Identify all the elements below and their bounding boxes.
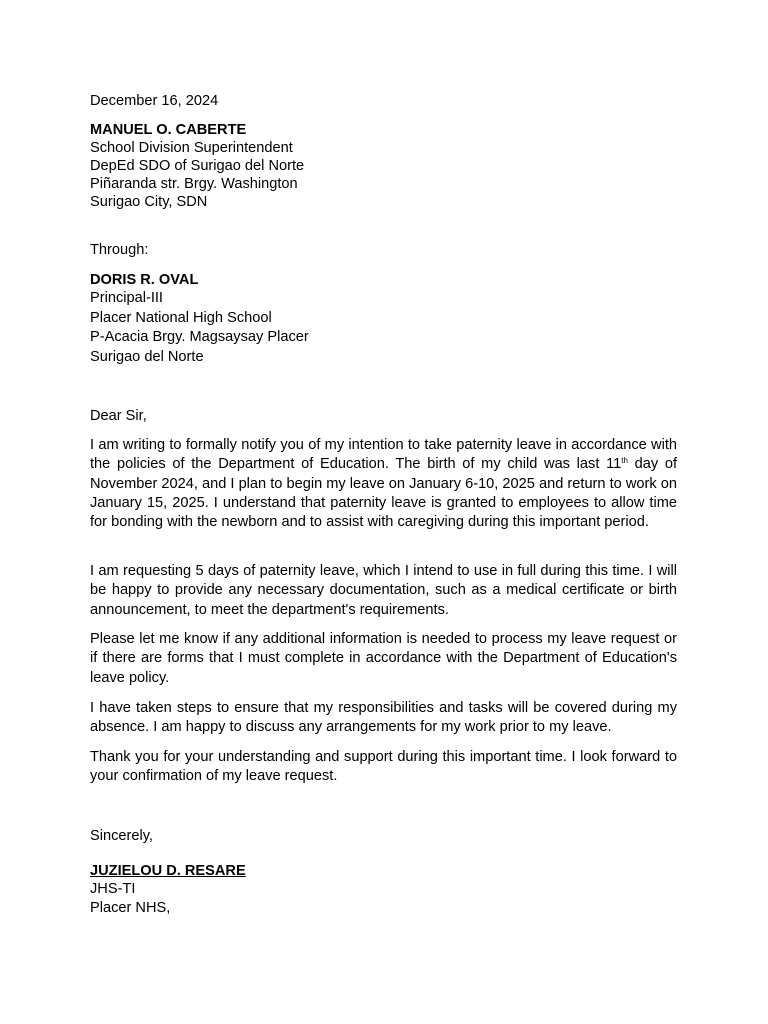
p1-ordinal-suffix: th — [621, 456, 628, 466]
closing: Sincerely, — [90, 828, 153, 844]
letter-date-block — [90, 92, 218, 110]
p1-text-b: day of November 2024, and I plan to begin my leave on January 6-10, 2025 and return to work on January 15, 2025. I understand that paternity leave is granted to employees to allow time for bonding with the newborn and to assist with caregiving during this important period. — [90, 456, 677, 531]
p3-text: Please let me know if any additional information is needed to process my leave request or if there are forms that I must complete in accordance with the Department of Education's leave policy. — [90, 631, 677, 686]
signatory-position: JHS-TI — [90, 881, 136, 897]
salutation: Dear Sir, — [90, 408, 147, 424]
salutation-block — [90, 407, 147, 425]
recipient-block — [90, 121, 304, 211]
body-paragraph-5 — [90, 748, 677, 787]
recipient-title: School Division Superintendent — [90, 140, 293, 156]
signatory-block — [90, 862, 246, 918]
letter-date: December 16, 2024 — [90, 93, 219, 109]
p5-text: Thank you for your understanding and support during this important time. I look forward to your confirmation of my leave request. — [90, 749, 677, 785]
recipient-city: Surigao City, SDN — [90, 194, 208, 210]
p4-text: I have taken steps to ensure that my responsibilities and tasks will be covered during my absence. I am happy to discuss any arrangements for my work prior to my leave. — [90, 700, 677, 736]
signatory-name: JUZIELOU D. RESARE — [90, 863, 246, 879]
through-name: DORIS R. OVAL — [90, 272, 199, 288]
through-school: Placer National High School — [90, 309, 272, 326]
closing-block — [90, 827, 153, 845]
through-label-block — [90, 241, 148, 259]
through-province: Surigao del Norte — [90, 348, 204, 365]
recipient-name: MANUEL O. CABERTE — [90, 122, 247, 138]
p1-text-a: I am writing to formally notify you of my intention to take paternity leave in accordance with the policies of the Department of Education. The birth of my child was last 11 — [90, 437, 677, 473]
through-title: Principal-III — [90, 290, 163, 306]
recipient-street: Piñaranda str. Brgy. Washington — [90, 176, 298, 192]
through-label: Through: — [90, 242, 149, 258]
body-paragraph-4 — [90, 699, 677, 738]
recipient-office: DepEd SDO of Surigao del Norte — [90, 158, 305, 174]
p2-text: I am requesting 5 days of paternity leave, which I intend to use in full during this time. I will be happy to provide any necessary documentation, such as a medical certificate or birth announcement, to meet the department's requirements. — [90, 563, 677, 618]
through-street: P-Acacia Brgy. Magsaysay Placer — [90, 329, 309, 345]
body-paragraph-1 — [90, 436, 677, 532]
body-paragraph-2 — [90, 562, 677, 620]
through-block — [90, 271, 309, 367]
body-paragraph-3 — [90, 630, 677, 688]
signatory-school: Placer NHS, — [90, 900, 171, 916]
